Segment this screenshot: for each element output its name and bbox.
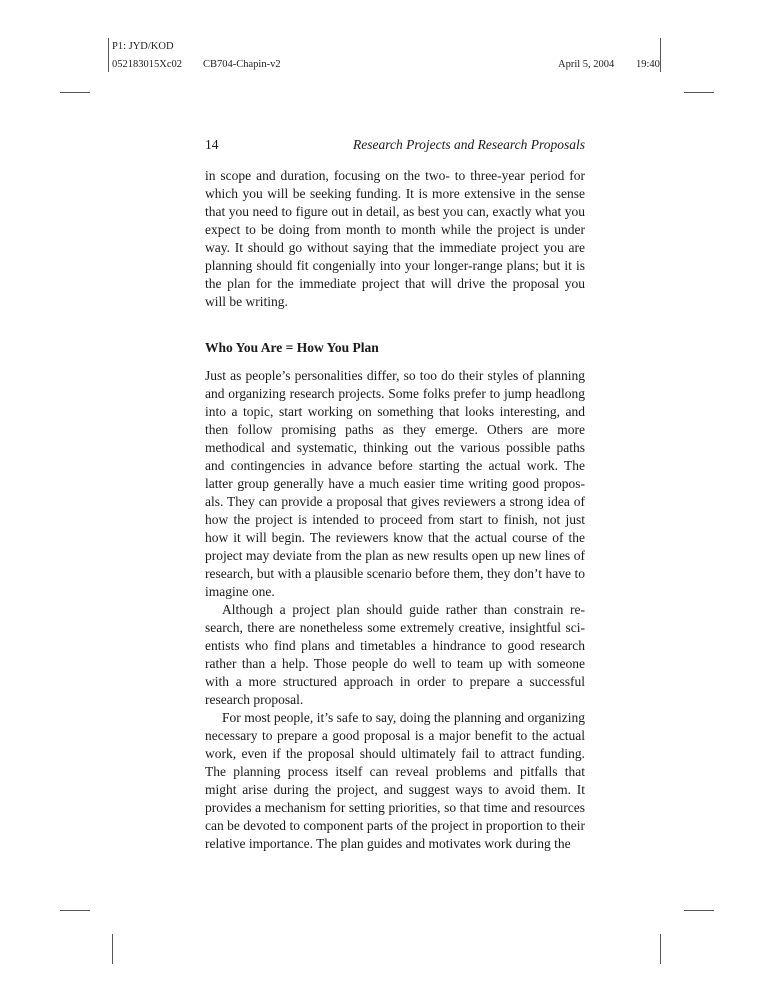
crop-mark-bottom-right xyxy=(684,910,714,911)
slug-line-1: P1: JYD/KOD xyxy=(112,41,174,52)
crop-mark-top-left xyxy=(60,92,90,93)
slug-time: 19:40 xyxy=(636,59,660,70)
crop-mark-bottom-left-vertical xyxy=(112,934,113,964)
intro-paragraph: in scope and duration, focusing on the two- to three-year period for which you will be seeking funding. It is more extensive in the sense that you need to figure out in detail, as best you can, exactly what you expect to be doing from month to month while the project is under way. It should go without saying that the immediate project you are planning should fit congenially into your longer-range plans; but it is the plan for the immediate project that will drive the proposal you will be writing. xyxy=(205,168,585,309)
paragraph-2: Although a project plan should guide rather than constrain research, there are nonetheless some extremely creative, insightful scientists who find plans and timetables a hindrance to good research rather than a help. Those people do well to team up with someone with a more structured approach in order to prepare a successful research proposal. xyxy=(205,602,585,707)
slug-rule-left xyxy=(108,38,109,72)
crop-mark-bottom-right-vertical xyxy=(660,934,661,964)
paragraph-3: For most people, it’s safe to say, doing the planning and organizing necessary to prepare a good proposal is a major benefit to the actual work, even if the proposal should ultimately fail to attract funding. The planning process itself can reveal problems and pitfalls that might arise during the project, and suggest ways to avoid them. It provides a mechanism for setting priorities, so that time and resources can be devoted to component parts of the project in proportion to their relative importance. The plan guides and motivates work during the xyxy=(205,710,585,851)
crop-mark-bottom-left xyxy=(60,910,90,911)
paragraph-1: Just as people’s personalities differ, so too do their styles of planning and organizing research projects. Some folks prefer to jump headlong into a topic, start working on something that looks interesting, and then follow promising paths as they emerge. Others are more methodical and systematic, thinking out the various possible paths and contingencies in advance before starting the actual work. The latter group generally have a much easier time writing good proposals. They can provide a proposal that gives reviewers a strong idea of how the project is intended to proceed from start to finish, not just how it will begin. The reviewers know that the actual course of the project may deviate from the plan as new results open up new lines of research, but with a plausible scenario before them, they don’t have to imagine one. xyxy=(205,368,585,599)
section-heading: Who You Are = How You Plan xyxy=(205,340,379,355)
slug-isbn: 052183015Xc02 xyxy=(112,59,182,70)
slug-job: CB704-Chapin-v2 xyxy=(203,59,281,70)
slug-date: April 5, 2004 xyxy=(558,59,615,70)
running-title: Research Projects and Research Proposals xyxy=(353,137,585,152)
running-head xyxy=(205,137,585,155)
page-number: 14 xyxy=(205,137,219,152)
slug-rule-right xyxy=(660,38,661,72)
crop-mark-top-right xyxy=(684,92,714,93)
body-text xyxy=(205,167,585,853)
